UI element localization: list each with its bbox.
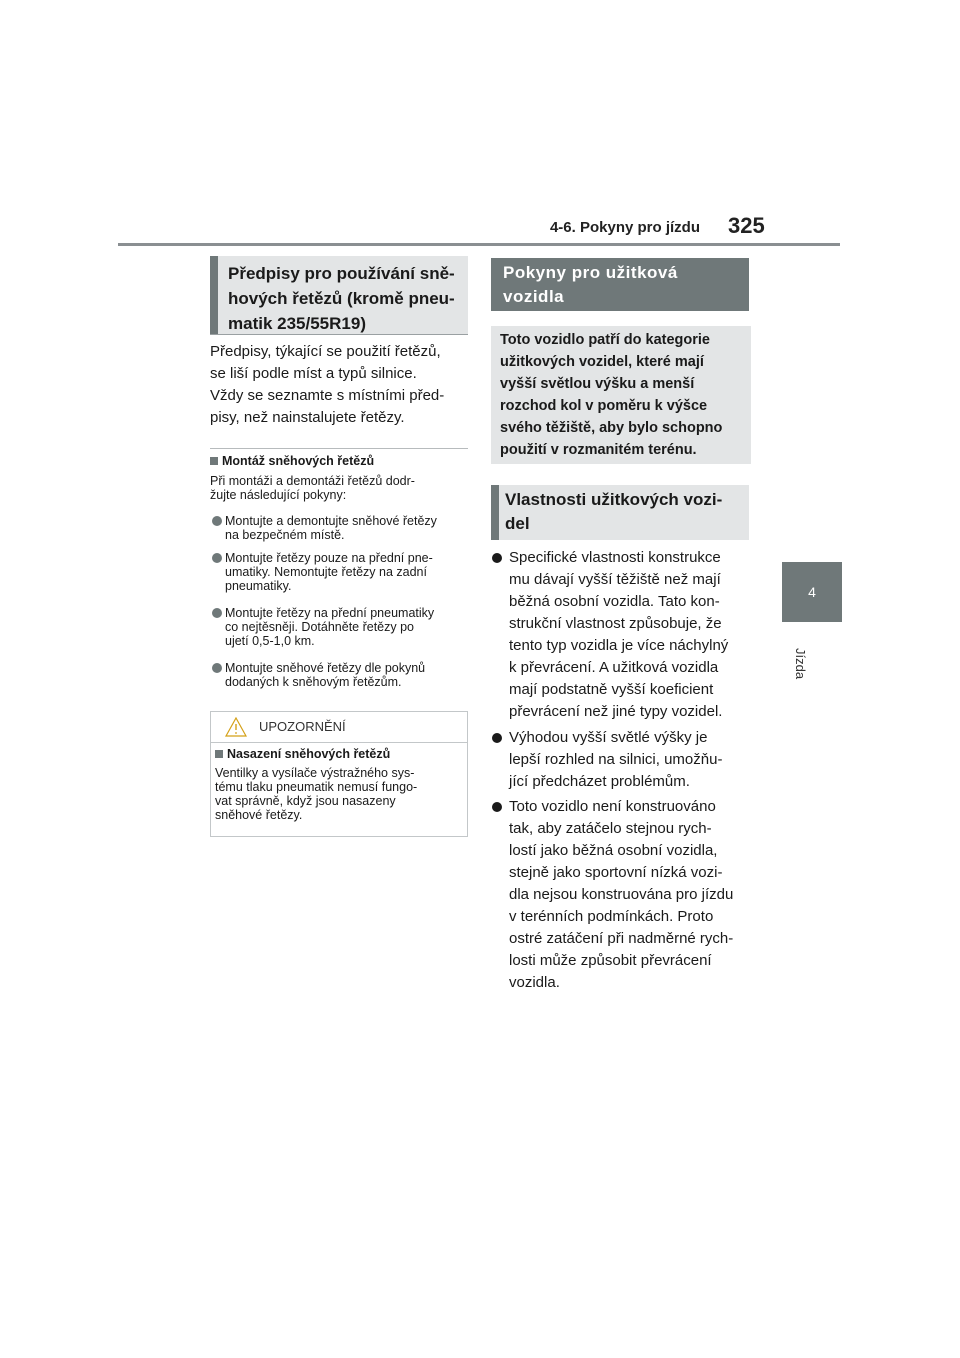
heading-underline [210,334,468,335]
mounting-intro: Při montáži a demontáži řetězů dodr- žujte následující pokyny: [210,474,415,502]
bullet-icon [492,553,502,563]
bullet-icon [212,663,222,673]
list-item: Montujte řetězy pouze na přední pne- umatiky. Nemontujte řetězy na zadní pneumatiky. [210,551,468,593]
warning-header [211,712,467,743]
warning-triangle-icon [225,717,247,737]
list-item: Montujte sněhové řetězy dle pokynů dodaných k sněhovým řetězům. [210,661,468,689]
intro-paragraph [210,341,468,429]
intro-line: Vždy se seznamte s místními před- [210,387,445,404]
warning-title: UPOZORNĚNÍ [259,719,346,734]
subheading-vehicle-properties: Vlastnosti užitkových vozi- del [491,485,749,540]
section-heading-utility-vehicles: Pokyny pro užitková vozidla [491,258,749,311]
callout-panel: Toto vozidlo patří do kategorie užitkových vozidel, které mají vyšší světlou výšku a menší rozchod kol v poměru k výšce svého těžiště, aby bylo schopno použití v rozmanitém terénu. [491,326,751,464]
subheading-mounting: Montáž sněhových řetězů [210,454,374,468]
intro-line: se liší podle míst a typů silnice. [210,365,417,382]
bullet-icon [492,733,502,743]
heading-line: hových řetězů (kromě pneu- [228,289,455,308]
warning-subheading: Nasazení sněhových řetězů [215,747,390,761]
heading-line: matik 235/55R19) [228,314,366,333]
warning-box [210,711,468,837]
square-bullet-icon [215,750,223,758]
chapter-label: Jízda [793,648,808,680]
warning-text: Ventilky a vysílače výstražného sys- tému tlaku pneumatik nemusí fungo- vat správně, když jsou nasazeny sněhové řetězy. [215,766,418,822]
intro-line: Předpisy, týkající se použití řetězů, [210,343,441,360]
bullet-icon [212,516,222,526]
intro-line: pisy, než nainstalujete řetězy. [210,409,405,426]
list-item: Montujte řetězy na přední pneumatiky co nejtěsněji. Dotáhněte řetězy po ujetí 0,5-1,0 km. [210,606,468,648]
header-rule [118,243,840,246]
section-heading-snow-chains [210,256,468,334]
list-item: Montujte a demontujte sněhové řetězy na bezpečném místě. [210,514,468,542]
list-item: Výhodou vyšší světlé výšky je lepší rozhled na silnici, umožňu- jící předcházet problémům. [491,727,753,793]
running-header: 4-6. Pokyny pro jízdu [549,219,700,236]
chapter-tab[interactable]: 4 [782,562,842,622]
bullet-icon [212,608,222,618]
bullet-icon [492,802,502,812]
heading-line: Předpisy pro používání sně- [228,264,455,283]
bullet-icon [212,553,222,563]
list-item: Toto vozidlo není konstruováno tak, aby zatáčelo stejnou rych- lostí jako běžná osobní vozidla, stejně jako sportovní nízká vozi- dla nejsou konstruována pro jízdu v terénních podmínkách. Proto ostré zatáčení při nadměrné rych- losti může způsobit převrácení vozidla. [491,796,753,994]
divider [210,448,468,449]
page-number: 325 [728,213,765,238]
list-item: Specifické vlastnosti konstrukce mu dávají vyšší těžiště než mají běžná osobní vozidla. Tato kon- strukční vlastnost způsobuje, že tento typ vozidla je více náchylný k převrácení. A užitková vozidla mají podstatně vyšší koeficient převrácení než jiné typy vozidel. [491,547,753,723]
square-bullet-icon [210,457,218,465]
